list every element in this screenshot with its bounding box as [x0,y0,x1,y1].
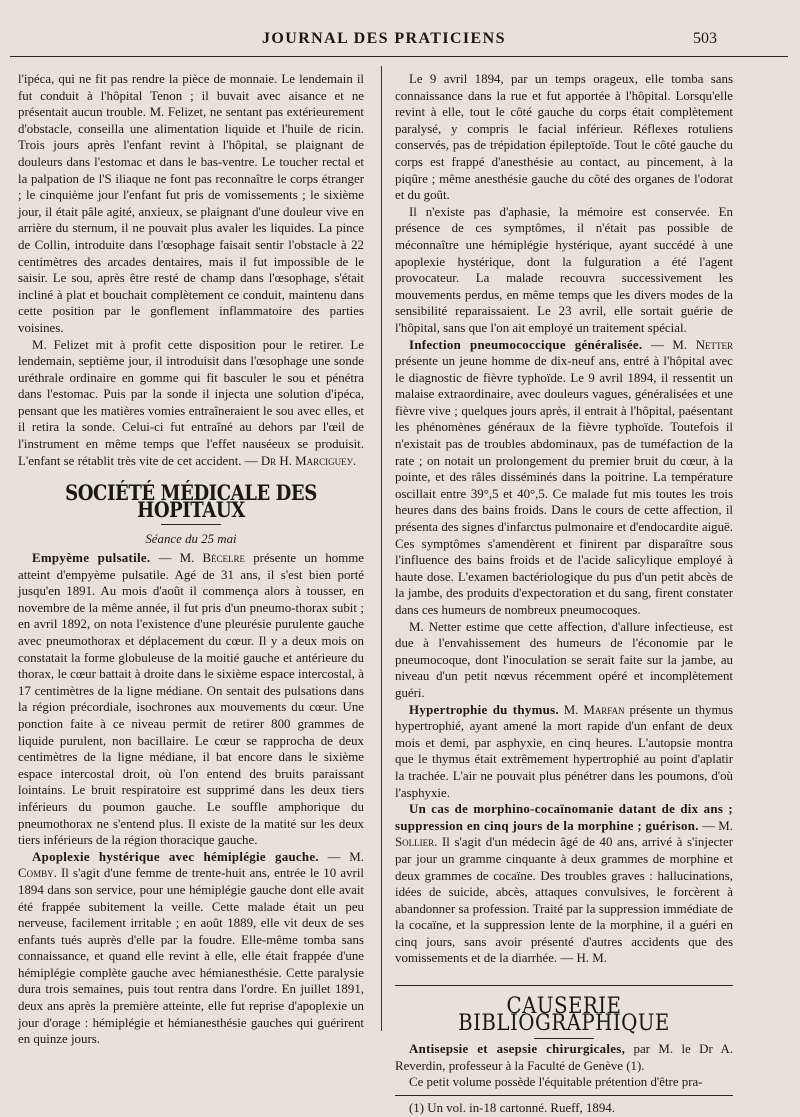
text-span: M. [558,702,584,717]
author-name: Marfan [583,702,625,717]
footnote: (1) Un vol. in-18 cartonné. Rueff, 1894. [409,1101,615,1116]
text-span: — M. [150,551,203,566]
paragraph: Il n'existe pas d'aphasie, la mémoire est conservée. En présence de ces symptômes, il n'était pas possible de méconnaître une hémiplégie hystérique, ayant succédé à une apoplexie hystérique, dont la fulguration a été l'agent provocateur. La malade recouvra successivement les mouvements perdus, en même temps que les divers modes de la sensibilité reparaissaient. Le 23 avril, elle sortait guérie de l'hôpital, sans que l'on ait employé un traitement spécial. [395,204,733,335]
rubric-heading: Antisepsie et asepsie chirurgicales, [409,1042,626,1057]
paragraph [18,849,364,1048]
rubric-heading: Un cas de morphino-cocaïnomanie datant de dix ans ; suppression en cinq jours de la morphine ; guérison. [395,802,733,833]
text-span: — M. [698,818,733,833]
paragraph-text: présente un thymus hypertrophié, ayant amené la mort rapide d'un enfant de deux mois et demi, par asphyxie, en cinq heures. L'autopsie montra que le thymus était extrêmement hypertrophié au point d'aplatir la trachée. L'air ne pouvait plus pénétrer dans les poumons, d'où l'asphyxie. [395,702,733,800]
footnote-rule [395,1095,733,1096]
text-span: — M. [642,337,696,352]
seance-date: Séance du 25 mai [145,532,237,547]
rubric-heading: Hypertrophie du thymus. [409,702,559,717]
paragraph-text: . Il s'agit d'une femme de trente-huit ans, entrée le 10 avril 1894 dans son service, pour une hémiplégie gauche dont elle avait été frappée subitement la veille. Cette malade était un peu nerveuse, facilement irritable ; en août 1889, elle vit deux de ses enfants tués auprès d'elle par la foudre. Elle-même tomba sans connaissance, et quand elle revint à elle, elle était frappée d'une hémiplégie complète gauche avec hémianesthésie. Cette paralysie dura trois semaines, puis tout rentra dans l'ordre. En juillet 1891, deux ans après la première atteinte, elle fut reprise d'apoplexie un jour d'orage : hémiplégie et hémianesthésie gauches qui guérirent en quinze jours. [18,866,364,1047]
paragraph [395,702,733,802]
paragraph [395,337,733,619]
author-signature: Dr H. Marcigueу. [260,453,357,468]
author-name: Netter [695,337,733,352]
paragraph-text: par M. le Dr A. Reverdin, professeur à la Faculté de Genève (1). [395,1042,733,1073]
rubric-heading: Empyème pulsatile. [32,551,151,566]
column-divider [381,66,382,1031]
title-rule [534,1038,594,1039]
author-name: Bécelre [202,551,246,566]
paragraph: l'ipéca, qui ne fit pas rendre la pièce de monnaie. Le lendemain il fut conduit à l'hôpital Tenon ; il buvait avec aisance et ne présentait aucun trouble. M. Felizet, ne sentant pas extérieurement d'obstacle, conseilla une alimentation liquide et l'huile de ricin. Trois jours après l'enfant revint à l'hôpital, se plaignant de douleurs dans l'estomac et dans le bas-ventre. Le toucher rectal et la palpation de l'S iliaque ne font pas reconnaître le corps étranger ; le cinquième jour l'enfant fut pris de vomissements ; le sixième jour, il était pâle agité, anxieux, se plaignant d'une douleur vive en arrière du sternum, il ne pouvait plus avaler les liquides. La pince de Collin, introduite dans l'œsophage faisait sentir l'obstacle à 22 centimètres des arcades dentaires, mais il fut impossible de le saisir. Le sou, après être resté de champ dans l'œsophage, s'était incliné à plat et bouchait complètement ce conduit, maintenu dans cette position par le gonflement inflammatoire des parties voisines. [18,72,364,335]
paragraph: Le 9 avril 1894, par un temps orageux, elle tomba sans connaissance dans la rue et fut apportée à l'hôpital. Lorsqu'elle revint à elle, tout le côté gauche du corps était complètement paralysé, y compris le facial inférieur. Réflexes rotuliens conservés, pas de trépidation épileptoïde. Tout le côté gauche du corps est frappé d'anesthésie au contact, au pincement, à la piqûre ; même anesthésie gauche du côté des organes de l'odorat et du goût. [395,72,733,203]
paragraph [18,550,364,849]
header-rule [10,56,788,57]
paragraph-text: M. Felizet mit à profit cette disposition pour le retirer. Le lendemain, septième jour, il introduisit dans l'œsophage une sonde uréthrale ordinaire en gomme qui fit basculer le sou et pénétra dans l'estomac. Puis par la sonde il injecta une solution d'ipéca, pensant que les matières vomies entraîneraient le sou avec elles, et il retira la sonde. Celui-ci fut entraîné au dehors par l'œil de l'instrument en même temps que l'effet nauséeux se produisit. L'enfant se rétablit très vite de cet accident. — [18,337,364,468]
paragraph-text: . Il s'agit d'un médecin âgé de 40 ans, arrivé à s'injecter par jour un gramme cinquante à deux grammes de morphine et deux grammes de cocaïne. Des troubles graves : hallucinations, idées de suicide, abcès, attaques convulsives, le forcèrent à abandonner sa profession. Traité par la suppression immédiate de la cocaïne, et la suppression lente de la morphine, il a guéri en cinq jours, sans avoir présenté d'autres accidents que des vomissements et de la diarrhée. — H. M. [395,835,733,966]
text-span: — M. [318,849,364,864]
paragraph-text: présente un jeune homme de dix-neuf ans, entré à l'hôpital avec le diagnostic de fièvre typhoïde. Le 9 avril 1894, il ressentit un malaise extraordinaire, avec douleurs vagues, généralisées et une fièvre vive ; quelques jours après, il entrait à l'hôpital, paésentant les phénomènes généraux de la fièvre typhoïde. Toutefois il n'existait pas de troubles abdominaux, pas de tuméfaction de la rate ; on notait un prolongement du premier bruit du cœur, à la pointe, et des râles disséminés dans la poitrine. La température oscillait entre 39°,5 et 40°,5. Ce malade fut mis toutes les trois heures dans des bains froids. Dans le cours de cette affection, il présenta des signes d'infarctus pulmonaire et d'endocardite aiguë. Ces symptômes s'amendèrent et finirent par disparaître sous l'influence des bains froids et de l'acide salicylique employé à haute dose. L'examen bactériologique du pus d'un petit abcès de la jambe, des produits d'expectoration et du sang, firent constater dans ces humeurs de nombreux pneumocoques. [395,354,733,617]
right-column [395,71,733,1117]
paragraph: Ce petit volume possède l'équitable prétention d'être pra- [409,1075,703,1090]
journal-title: JOURNAL DES PRATICIENS [262,30,506,47]
title-rule [161,524,221,525]
author-name: Sollier [395,835,435,850]
paragraph [18,337,364,470]
paragraph: M. Netter estime que cette affection, d'allure infectieuse, est due à l'envahissement des humeurs de l'économie par le pneumocoque, dont l'inoculation se serait faite sur la jambe, au niveau d'un petit nœvus récemment opéré et incomplètement guéri. [395,619,733,700]
author-name: Comby [18,866,54,881]
paragraph [395,1041,733,1074]
rubric-heading: Infection pneumococcique généralisée. [409,337,643,352]
page-number: 503 [693,30,717,47]
section-rule [395,985,733,986]
paragraph-text: présente un homme atteint d'empyème pulsatile. Agé de 31 ans, il s'est bien porté jusqu'en 1891. Au mois d'août il commença alors à tousser, en novembre de la même année, il fut pris d'un pneumo-thorax subit ; en avril 1892, on nota l'existence d'une pleurésie purulente gauche avec pneumothorax et déplacement du cœur. Il y a deux mois on constatait la forme globuleuse de la moitié gauche et antérieure du thorax, le cœur battait à droite dans le sixième espace intercostal, à 17 centimètres de la ligne médiane. On sentait des pulsations dans la région précordiale, isochrones aux mouvements du cœur. Une ponction faite à ce niveau permit de retirer 800 grammes de liquide purulent, non bacillaire. Le cœur se rapprocha de deux centimètres de la ligne médiane, il bat encore dans le sixième espace intercostal droit, où l'on entend des bruits paraissant lointains. Le bruit respiratoire est supprimé dans les deux tiers inférieurs du poumon gauche. Le souffle amphorique du pneumothorax ne s'entend plus. Il existe de la matité sur les deux tiers inférieurs de la région thoracique gauche. [18,551,364,848]
running-head [0,30,800,52]
rubric-heading: Apoplexie hystérique avec hémiplégie gauche. [32,849,319,864]
left-column [18,71,364,1048]
paragraph [395,801,733,967]
section-title: CAUSERIE BIBLIOGRAPHIQUE [458,994,670,1036]
section-title: SOCIÉTÉ MÉDICALE DES HOPITAUX [65,480,317,522]
